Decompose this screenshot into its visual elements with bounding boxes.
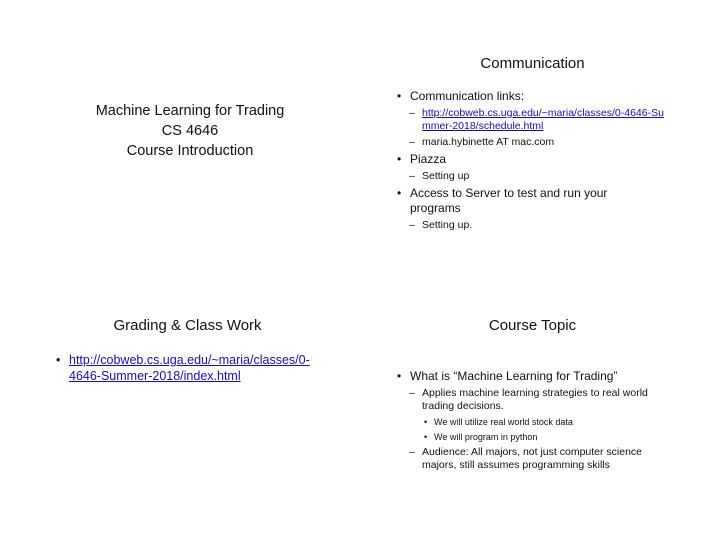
list-item-text: We will program in python [434,432,538,442]
list-item [397,369,667,384]
list-item [397,387,667,413]
bullet-icon: • [397,186,402,200]
list-item [397,431,667,443]
list-item-text: Applies machine learning strategies to real world trading decisions. [422,387,648,412]
list-item-text: Communication links: [410,89,525,103]
slide1-title-block [40,101,340,161]
schedule-link[interactable]: http://cobweb.cs.uga.edu/~maria/classes/0-4646-Summer-2018/schedule.html [422,107,664,132]
bullet-icon: • [424,432,428,442]
slide4-title: Course Topic [488,317,577,334]
bullet-icon: • [397,369,402,383]
list-item [397,446,667,472]
dash-icon: – [409,219,415,231]
list-item-text: Piazza [410,152,447,166]
dash-icon: – [409,107,415,119]
slide1-subtitle-line: Course Introduction [126,143,254,159]
dash-icon: – [409,446,415,458]
bullet-icon: • [397,152,402,166]
grading-index-link[interactable]: http://cobweb.cs.uga.edu/~maria/classes/0-4646-Summer-2018/index.html [69,353,310,383]
list-item-text: Setting up [422,170,470,182]
slide1-subtitle-line: CS 4646 [161,123,219,139]
list-item [397,416,667,428]
list-item-text: Setting up. [422,219,473,231]
list-item [397,107,672,133]
list-item [397,186,672,216]
list-item [56,352,311,384]
list-item-text: What is “Machine Learning for Trading” [410,369,618,383]
dash-icon: – [409,170,415,182]
list-item [397,170,672,183]
bullet-icon: • [56,353,61,367]
slide2-title: Communication [480,55,585,72]
dash-icon: – [409,387,415,399]
slide1-title-line: Machine Learning for Trading [95,103,285,119]
bullet-icon: • [397,89,402,103]
dash-icon: – [409,136,415,148]
slide3-bullet-list [56,352,311,387]
slide2-bullet-list [397,89,672,235]
slide4-bullet-list [397,369,667,475]
list-item [397,219,672,232]
list-item-text: maria.hybinette AT mac.com [422,136,555,148]
list-item [397,136,672,149]
bullet-icon: • [424,417,428,427]
list-item [397,152,672,167]
list-item [397,89,672,104]
list-item-text: Audience: All majors, not just computer science majors, still assumes programming skills [422,446,643,471]
list-item-text: Access to Server to test and run your programs [410,186,608,215]
slide3-title: Grading & Class Work [113,317,262,334]
list-item-text: We will utilize real world stock data [434,417,573,427]
